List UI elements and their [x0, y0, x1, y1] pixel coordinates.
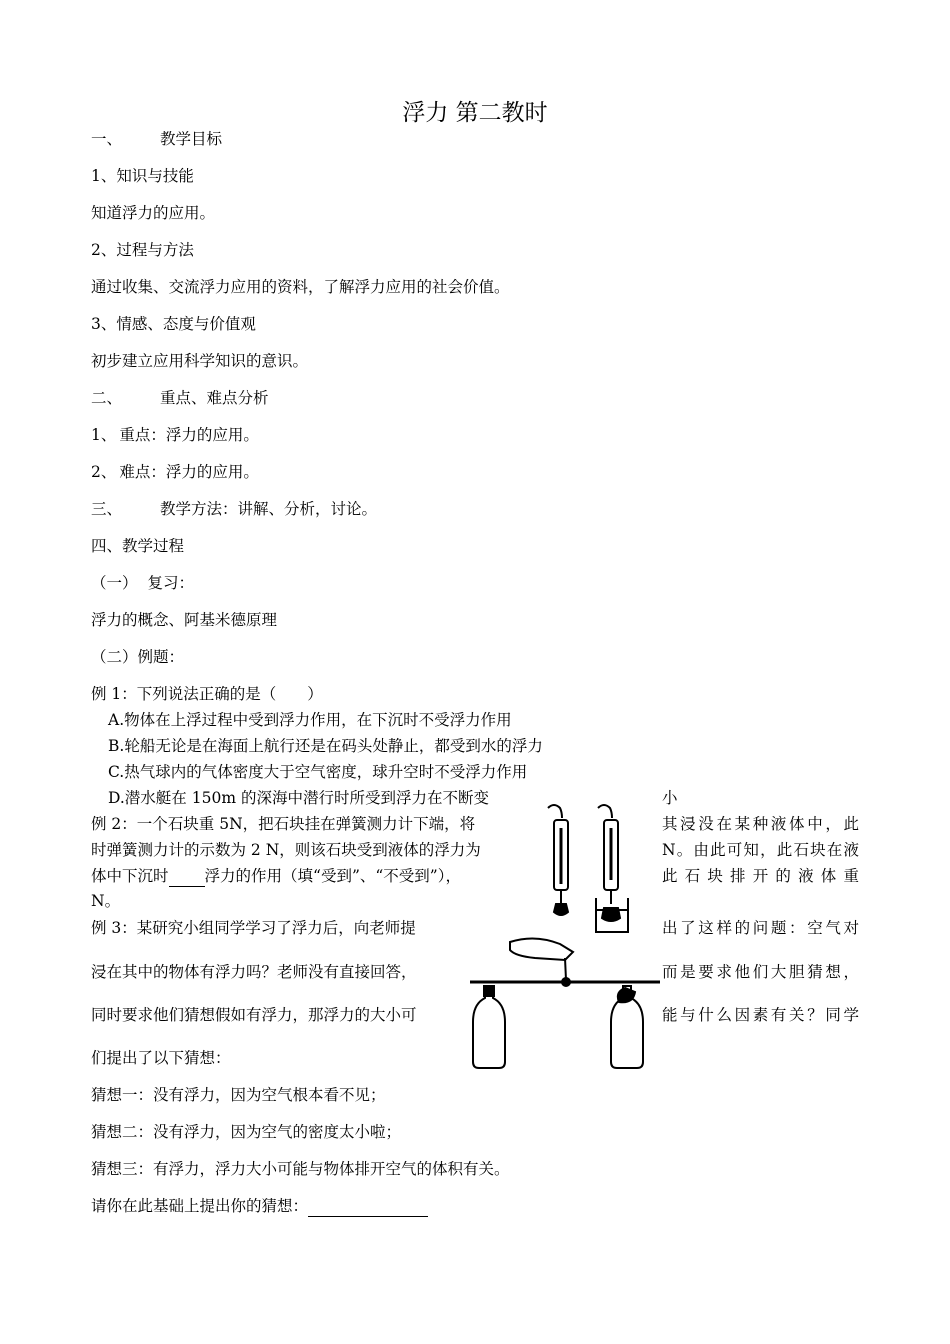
section-number: 一、 [91, 130, 123, 148]
example-1-stem: 例 1：下列说法正确的是（ ） [91, 685, 323, 703]
example-1-option-c: C.热气球内的气体密度大于空气密度，球升空时不受浮力作用 [108, 763, 528, 781]
goal-2-heading: 2、过程与方法 [91, 241, 194, 259]
example-2-text: 体中下沉时 [91, 867, 169, 885]
goal-2-text: 通过收集、交流浮力应用的资料，了解浮力应用的社会价值。 [91, 278, 510, 296]
goal-3-heading: 3、情感、态度与价值观 [91, 315, 256, 333]
guess-prompt [91, 1196, 428, 1217]
answer-blank[interactable] [308, 1196, 428, 1217]
prompt-text: 请你在此基础上提出你的猜想： [91, 1197, 309, 1215]
example-3-line-1-right: 出了这样的问题：空气对 [662, 919, 859, 937]
section-label: 重点、难点分析 [160, 389, 269, 407]
key-point-1 [91, 425, 259, 445]
page-title: 浮力 第二教时 [402, 100, 548, 126]
item-number: 1、 [91, 426, 117, 444]
section-label: 教学方法：讲解、分析，讨论。 [160, 500, 378, 518]
example-3-line-4: 们提出了以下猜想： [91, 1049, 231, 1067]
example-3-line-2-right: 而是要求他们大胆猜想， [662, 963, 859, 981]
section-2-heading [91, 388, 269, 408]
review-text: 浮力的概念、阿基米德原理 [91, 611, 278, 629]
spring-scale-figure [540, 800, 640, 940]
answer-blank[interactable] [169, 866, 205, 887]
example-3-line-1: 例 3：某研究小组同学学习了浮力后，向老师提 [91, 919, 416, 937]
example-1-option-b: B.轮船无论是在海面上航行还是在码头处静止，都受到水的浮力 [108, 737, 543, 755]
example-3-line-2: 浸在其中的物体有浮力吗？老师没有直接回答， [91, 963, 417, 981]
example-2-text: 浮力的作用（填“受到”、“不受到”）， [204, 867, 461, 885]
section-label: 教学目标 [160, 130, 223, 148]
item-number: 2、 [91, 463, 117, 481]
example-2-line-1: 例 2：一个石块重 5N，把石块挂在弹簧测力计下端，将 [91, 815, 476, 833]
key-point-2 [91, 462, 259, 482]
item-text: 重点：浮力的应用。 [119, 426, 259, 444]
guess-2: 猜想二：没有浮力，因为空气的密度太小啦； [91, 1123, 402, 1141]
example-1-option-d-end: 小 [662, 789, 678, 807]
section-1-heading [91, 129, 222, 149]
examples-heading: （二）例题： [91, 648, 185, 666]
example-3-line-3: 同时要求他们猜想假如有浮力，那浮力的大小可 [91, 1006, 417, 1024]
subsection-label: 复习： [147, 574, 195, 592]
guess-3: 猜想三：有浮力，浮力大小可能与物体排开空气的体积有关。 [91, 1160, 510, 1178]
review-heading [91, 573, 194, 593]
example-1-option-d: D.潜水艇在 150m 的深海中潜行时所受到浮力在不断变 [108, 789, 489, 807]
example-2-line-3-right: 此 石 块 排 开 的 液 体 重 [662, 867, 859, 885]
section-3-heading [91, 499, 377, 519]
goal-1-heading: 1、知识与技能 [91, 167, 194, 185]
subsection-number: （一） [91, 574, 138, 592]
example-3-line-3-right: 能与什么因素有关？同学 [662, 1006, 859, 1024]
section-4-heading: 四、教学过程 [91, 537, 185, 555]
example-2-line-2: 时弹簧测力计的示数为 2 N，则该石块受到液体的浮力为 [91, 841, 481, 859]
balance-bottles-figure [465, 930, 665, 1070]
example-1-option-a: A.物体在上浮过程中受到浮力作用，在下沉时不受浮力作用 [108, 711, 512, 729]
guess-1: 猜想一：没有浮力，因为空气根本看不见； [91, 1086, 386, 1104]
goal-3-text: 初步建立应用科学知识的意识。 [91, 352, 309, 370]
item-text: 难点：浮力的应用。 [119, 463, 259, 481]
section-number: 二、 [91, 389, 123, 407]
goal-1-text: 知道浮力的应用。 [91, 204, 216, 222]
section-number: 三、 [91, 500, 123, 518]
example-2-line-4: N。 [91, 892, 121, 910]
example-2-line-3 [91, 866, 461, 887]
example-2-line-1-right: 其浸没在某种液体中，此 [662, 815, 859, 833]
example-2-line-2-right: N。由此可知，此石块在液 [662, 841, 859, 859]
